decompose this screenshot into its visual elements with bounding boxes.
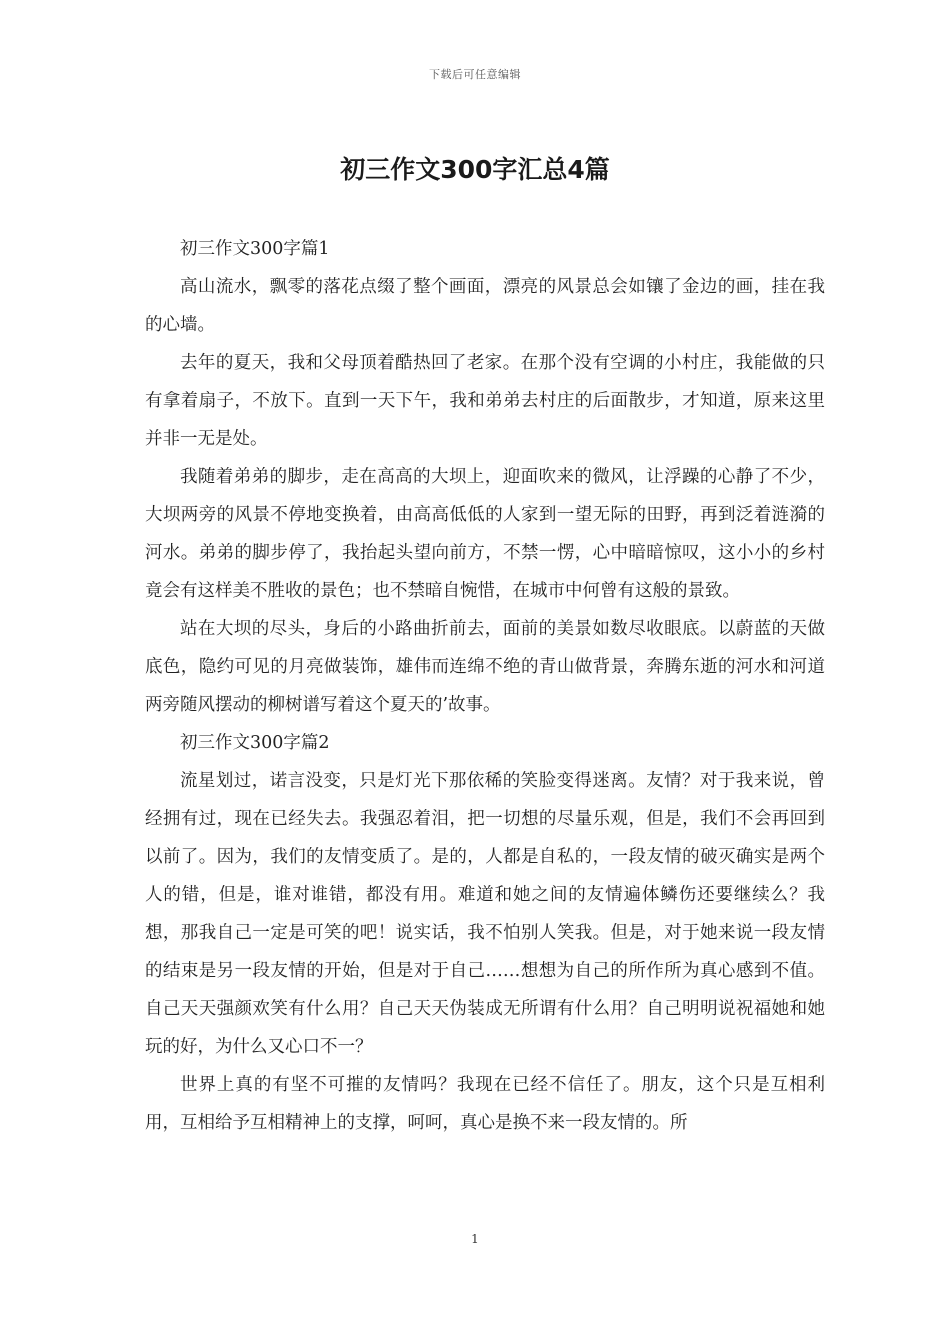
paragraph: 站在大坝的尽头，身后的小路曲折前去，面前的美景如数尽收眼底。以蔚蓝的天做底色，隐约可见的月亮做装饰，雄伟而连绵不绝的青山做背景，奔腾东逝的河水和河道两旁随风摆动的柳树谱写着这个夏天的’故事。 xyxy=(145,619,825,715)
paragraph: 高山流水，飘零的落花点缀了整个画面，漂亮的风景总会如镶了金边的画，挂在我的心墙。 xyxy=(145,277,825,335)
paragraph: 流星划过，诺言没变，只是灯光下那依稀的笑脸变得迷离。友情？对于我来说，曾经拥有过，现在已经失去。我强忍着泪，把一切想的尽量乐观，但是，我们不会再回到以前了。因为，我们的友情变质了。是的，人都是自私的，一段友情的破灭确实是两个人的错，但是，谁对谁错，都没有用。难道和她之间的友情遍体鳞伤还要继续么？我想，那我自己一定是可笑的吧！说实话，我不怕别人笑我。但是，对于她来说一段友情的结束是另一段友情的开始，但是对于自己……想想为自己的所作所为真心感到不值。自己天天强颜欢笑有什么用？自己天天伪装成无所谓有什么用？自己明明说祝福她和她玩的好，为什么又心口不一？ xyxy=(145,771,825,1057)
page-number: 1 xyxy=(471,1232,479,1246)
document-body xyxy=(145,230,825,1142)
paragraph: 我随着弟弟的脚步，走在高高的大坝上，迎面吹来的微风，让浮躁的心静了不少，大坝两旁的风景不停地变换着，由高高低低的人家到一望无际的田野，再到泛着涟漪的河水。弟弟的脚步停了，我抬起头望向前方，不禁一愣，心中暗暗惊叹，这小小的乡村竟会有这样美不胜收的景色；也不禁暗自惋惜，在城市中何曾有这般的景致。 xyxy=(145,467,825,601)
section-heading-1: 初三作文300字篇1 xyxy=(180,239,330,259)
paragraph: 去年的夏天，我和父母顶着酷热回了老家。在那个没有空调的小村庄，我能做的只有拿着扇子，不放下。直到一天下午，我和弟弟去村庄的后面散步，才知道，原来这里并非一无是处。 xyxy=(145,353,825,449)
section-heading-2: 初三作文300字篇2 xyxy=(180,733,330,753)
document-title: 初三作文300字汇总4篇 xyxy=(340,155,610,184)
paragraph: 世界上真的有坚不可摧的友情吗？我现在已经不信任了。朋友，这个只是互相利用，互相给予互相精神上的支撑，呵呵，真心是换不来一段友情的。所 xyxy=(145,1075,825,1133)
page-header-note: 下载后可任意编辑 xyxy=(429,68,521,81)
